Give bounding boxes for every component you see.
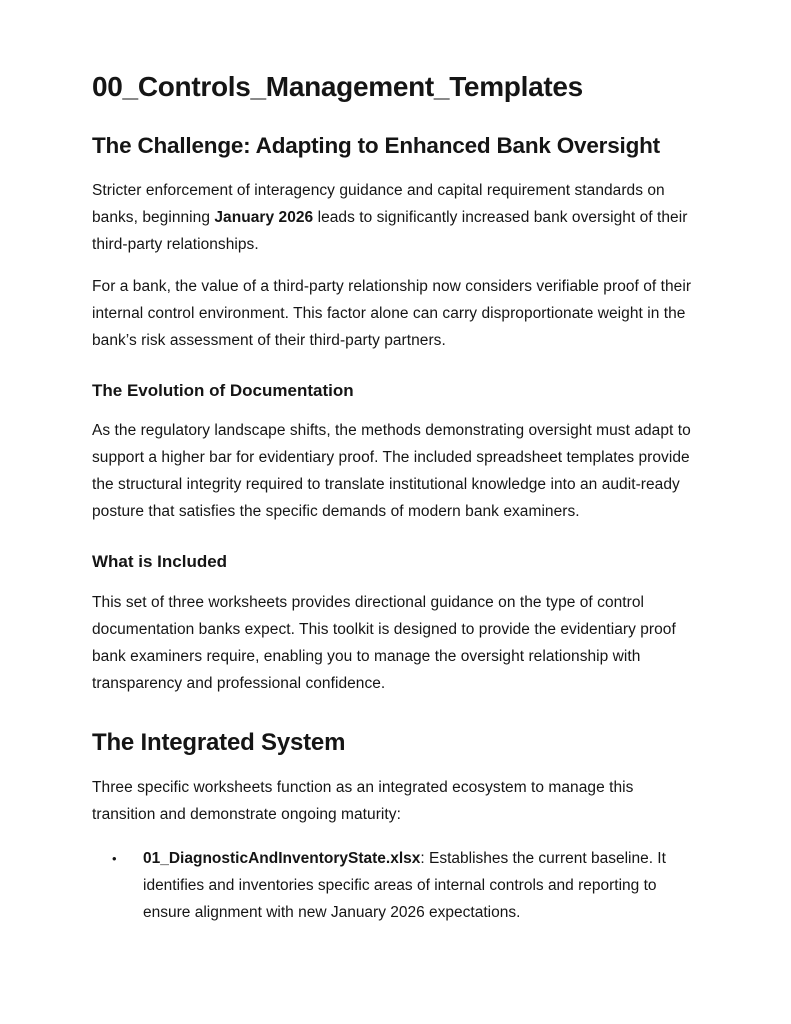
paragraph-evolution: As the regulatory landscape shifts, the methods demonstrating oversight must adapt to support a higher bar for evidentiary proof. The included spreadsheet templates provide the structural integrity required to translate institutional knowledge into an audit-ready posture that satisfies the specific demands of modern bank examiners.	[92, 422, 691, 521]
subsection-heading-what-is-included: What is Included	[92, 552, 228, 572]
worksheet-list	[92, 845, 701, 926]
paragraph-what-is-included: This set of three worksheets provides directional guidance on the type of control documentation banks expect. This toolkit is designed to provide the evidentiary proof bank examiners require, enabling you to manage the oversight relationship with transparency and professional confidence.	[92, 594, 676, 693]
paragraph-for-a-bank: For a bank, the value of a third-party relationship now considers verifiable proof of their internal control environment. This factor alone can carry disproportionate weight in the bank’s risk assessment of their third-party partners.	[92, 277, 692, 349]
page-title: 00_Controls_Management_Templates	[92, 71, 583, 102]
bullet-icon: •	[112, 851, 117, 867]
paragraph-stricter-enforcement: Stricter enforcement of interagency guidance and capital requirement standards on banks, beginning January 2026 leads to significantly increased bank oversight of their third-party relationships.	[92, 181, 688, 253]
section-heading-integrated-system: The Integrated System	[92, 729, 346, 757]
paragraph-three-worksheets: Three specific worksheets function as an integrated ecosystem to manage this transition and demonstrate ongoing maturity:	[92, 779, 634, 824]
subsection-heading-evolution: The Evolution of Documentation	[92, 380, 354, 400]
list-item-diagnostic	[92, 845, 701, 926]
section-heading-challenge: The Challenge: Adapting to Enhanced Bank Oversight	[92, 132, 660, 158]
list-item-text: 01_DiagnosticAndInventoryState.xlsx: Establishes the current baseline. It identifies and inventories specific areas of internal controls and reporting to ensure alignment with new January 2026 expectations.	[143, 850, 666, 922]
